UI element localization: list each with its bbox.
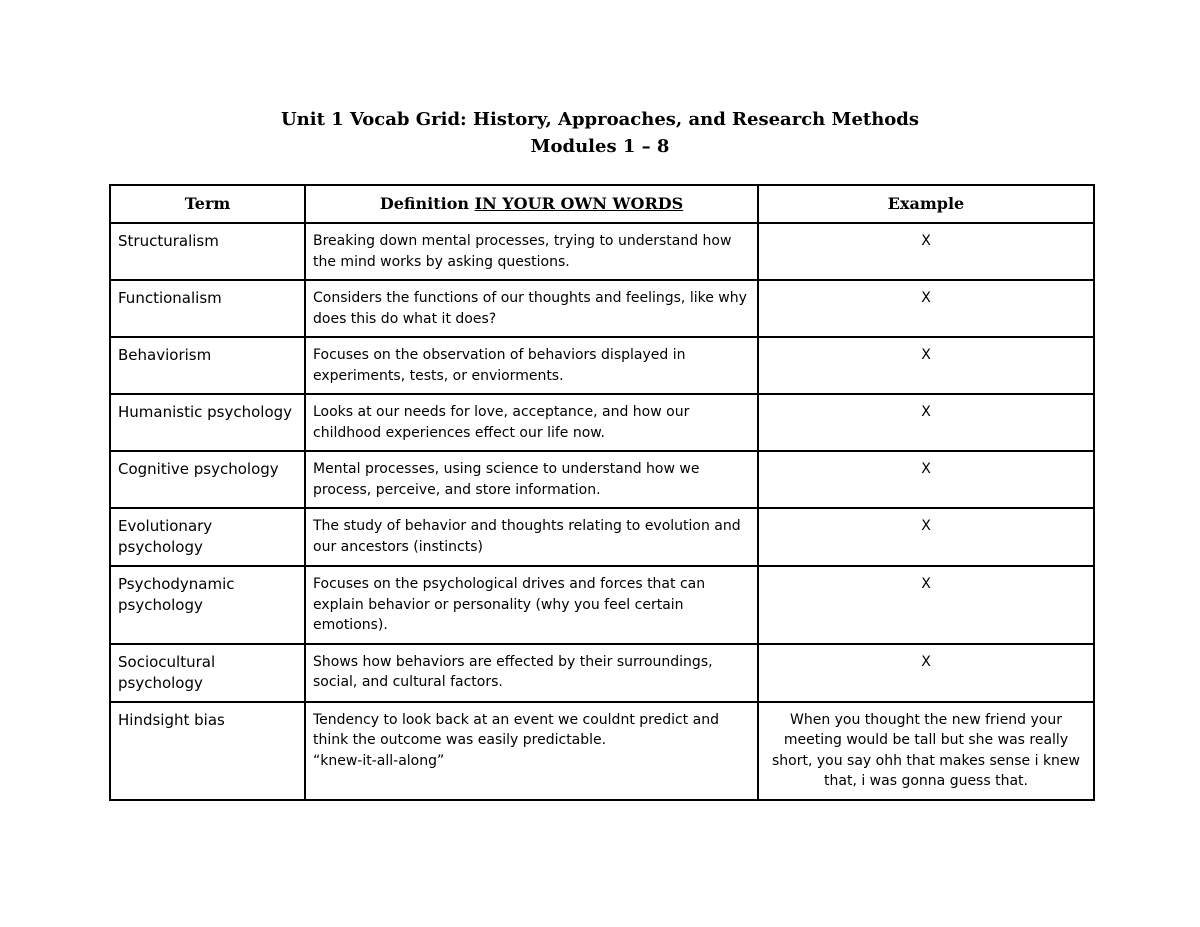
title-main: Unit 1 Vocab Grid: History, Approaches, and Research Methods [280,109,920,130]
term-cell: Functionalism [110,280,305,337]
term-cell: Hindsight bias [110,702,305,800]
definition-text: Tendency to look back at an event we couldnt predict and think the outcome was easily predictable. [313,711,719,748]
header-example: Example [758,185,1094,223]
definition-text: Mental processes, using science to understand how we process, perceive, and store information. [313,461,700,498]
table-row [110,223,1094,280]
term-cell: Structuralism [110,223,305,280]
example-cell: X [758,644,1094,702]
example-cell: X [758,223,1094,280]
table-row [110,566,1094,644]
table-row [110,508,1094,566]
table-row [110,280,1094,337]
table-header-row [110,185,1094,223]
definition-text: Breaking down mental processes, trying to understand how the mind works by asking questions. [313,233,732,270]
header-definition [305,185,758,223]
definition-cell [305,451,758,508]
document-title [0,106,1200,160]
definition-cell [305,644,758,702]
table-row [110,702,1094,800]
definition-cell [305,566,758,644]
definition-text: The study of behavior and thoughts relating to evolution and our ancestors (instincts) [313,518,741,555]
term-cell: Humanistic psychology [110,394,305,451]
term-cell: Evolutionary psychology [110,508,305,566]
definition-cell [305,394,758,451]
term-cell: Behaviorism [110,337,305,394]
definition-quote: “knew-it-all-along” [313,752,445,769]
definition-text: Considers the functions of our thoughts and feelings, like why does this do what it does? [313,290,747,327]
example-cell: X [758,508,1094,566]
definition-text: Focuses on the psychological drives and forces that can explain behavior or personality (why you feel certain emotions). [313,576,706,633]
example-cell: X [758,451,1094,508]
definition-cell [305,508,758,566]
term-cell: Sociocultural psychology [110,644,305,702]
header-term: Term [110,185,305,223]
example-cell: X [758,394,1094,451]
table-row [110,451,1094,508]
table-row [110,394,1094,451]
header-definition-emphasis: IN YOUR OWN WORDS [474,193,684,213]
table-row [110,644,1094,702]
definition-cell [305,223,758,280]
term-cell: Psychodynamic psychology [110,566,305,644]
example-cell: X [758,280,1094,337]
table-row [110,337,1094,394]
example-cell: When you thought the new friend your meeting would be tall but she was really short, you say ohh that makes sense i knew that, i was gonna guess that. [758,702,1094,800]
definition-text: Shows how behaviors are effected by their surroundings, social, and cultural factors. [313,653,713,690]
definition-cell [305,337,758,394]
definition-cell [305,280,758,337]
example-cell: X [758,337,1094,394]
header-definition-prefix: Definition [379,193,475,213]
title-subtitle: Modules 1 – 8 [530,136,670,157]
example-cell: X [758,566,1094,644]
vocab-grid-table [109,184,1095,801]
definition-cell [305,702,758,800]
definition-text: Focuses on the observation of behaviors displayed in experiments, tests, or enviorments. [313,347,686,384]
definition-text: Looks at our needs for love, acceptance, and how our childhood experiences effect our life now. [313,404,690,441]
term-cell: Cognitive psychology [110,451,305,508]
